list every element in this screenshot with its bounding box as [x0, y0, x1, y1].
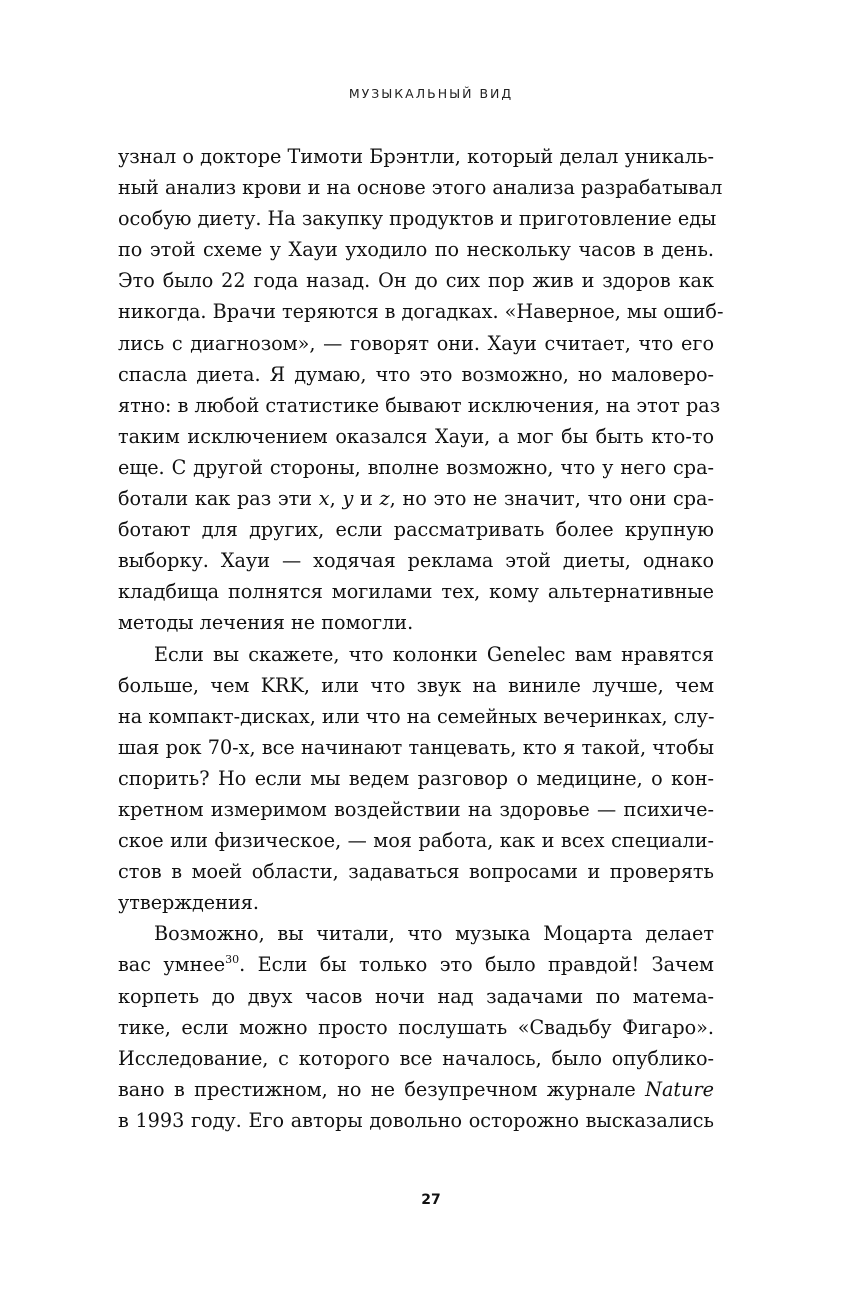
text-line: особую диету. На закупку продуктов и приготовление еды	[118, 207, 717, 231]
text-line: ботают для других, если рассматривать более крупную	[118, 518, 714, 542]
text-fragment: и	[353, 487, 380, 511]
text-line: утверждения.	[118, 891, 259, 915]
italic-variable-y: y	[342, 487, 354, 511]
text-line: еще. С другой стороны, вполне возможно, что у него сра-	[118, 455, 714, 479]
italic-variable-x: x	[318, 487, 330, 511]
text-line: по этой схеме у Хауи уходило по нескольку часов в день.	[118, 238, 714, 262]
text-line: узнал о докторе Тимоти Брэнтли, который делал уникаль-	[118, 145, 714, 168]
text-line: спорить? Но если мы ведем разговор о медицине, о кон-	[118, 766, 714, 790]
text-line: Это было 22 года назад. Он до сих пор жив и здоров как	[118, 269, 714, 293]
text-line: кретном измеримом воздействии на здоровье — психиче-	[118, 797, 714, 821]
text-line: спасла диета. Я думаю, что это возможно, но маловеро-	[118, 362, 714, 386]
text-line: таким исключением оказался Хауи, а мог бы быть кто-то	[118, 424, 714, 448]
text-line-with-italics	[118, 483, 714, 514]
text-line: кладбища полнятся могилами тех, кому альтернативные	[118, 580, 714, 604]
text-line: лись с диагнозом», — говорят они. Хауи считает, что его	[118, 331, 714, 355]
paragraph-first-line: Если вы скажете, что колонки Genelec вам нравятся	[154, 642, 714, 666]
text-fragment: ,	[329, 487, 343, 511]
text-line: ный анализ крови и на основе этого анализа разрабатывал	[118, 176, 723, 200]
italic-variable-z: z	[379, 487, 390, 511]
text-line: шая рок 70-х, все начинают танцевать, кто я такой, чтобы	[118, 735, 714, 759]
text-line: корпеть до двух часов ночи над задачами по матема-	[118, 984, 714, 1008]
text-line: методы лечения не помогли.	[118, 611, 414, 635]
text-fragment: вас умнее	[118, 953, 226, 977]
italic-journal-title: Nature	[645, 1077, 714, 1101]
text-fragment: ботали как раз эти	[118, 487, 319, 511]
text-fragment: . Если бы только это было правдой! Зачем	[239, 953, 714, 977]
paragraph-first-line: Возможно, вы читали, что музыка Моцарта делает	[154, 922, 714, 946]
text-fragment: , но это не значит, что они сра-	[389, 487, 714, 511]
text-line: Исследование, с которого все началось, было опублико-	[118, 1046, 714, 1070]
text-line: никогда. Врачи теряются в догадках. «Наверное, мы ошиб-	[118, 300, 724, 324]
page-number: 27	[421, 1192, 441, 1208]
text-line: ское или физическое, — моя работа, как и всех специали-	[118, 829, 714, 853]
text-line: ятно: в любой статистике бывают исключения, на этот раз	[118, 393, 721, 417]
footnote-reference[interactable]: 30	[225, 953, 240, 967]
text-fragment: вано в престижном, но не безупречном журнале	[118, 1077, 646, 1101]
body-text	[118, 141, 724, 1136]
text-line: на компакт-дисках, или что на семейных вечеринках, слу-	[118, 704, 715, 728]
running-title: МУЗЫКАЛЬНЫЙ ВИД	[348, 86, 514, 101]
text-line: больше, чем KRK, или что звук на виниле лучше, чем	[118, 673, 714, 697]
text-line: стов в моей области, задаваться вопросами и проверять	[118, 860, 714, 884]
text-line: выборку. Хауи — ходячая реклама этой диеты, однако	[118, 549, 714, 573]
text-line-with-footnote	[118, 949, 714, 980]
text-line-with-italics	[118, 1074, 714, 1105]
text-line: в 1993 году. Его авторы довольно осторожно высказались	[118, 1108, 714, 1132]
text-line: тике, если можно просто послушать «Свадьбу Фигаро».	[118, 1015, 714, 1039]
